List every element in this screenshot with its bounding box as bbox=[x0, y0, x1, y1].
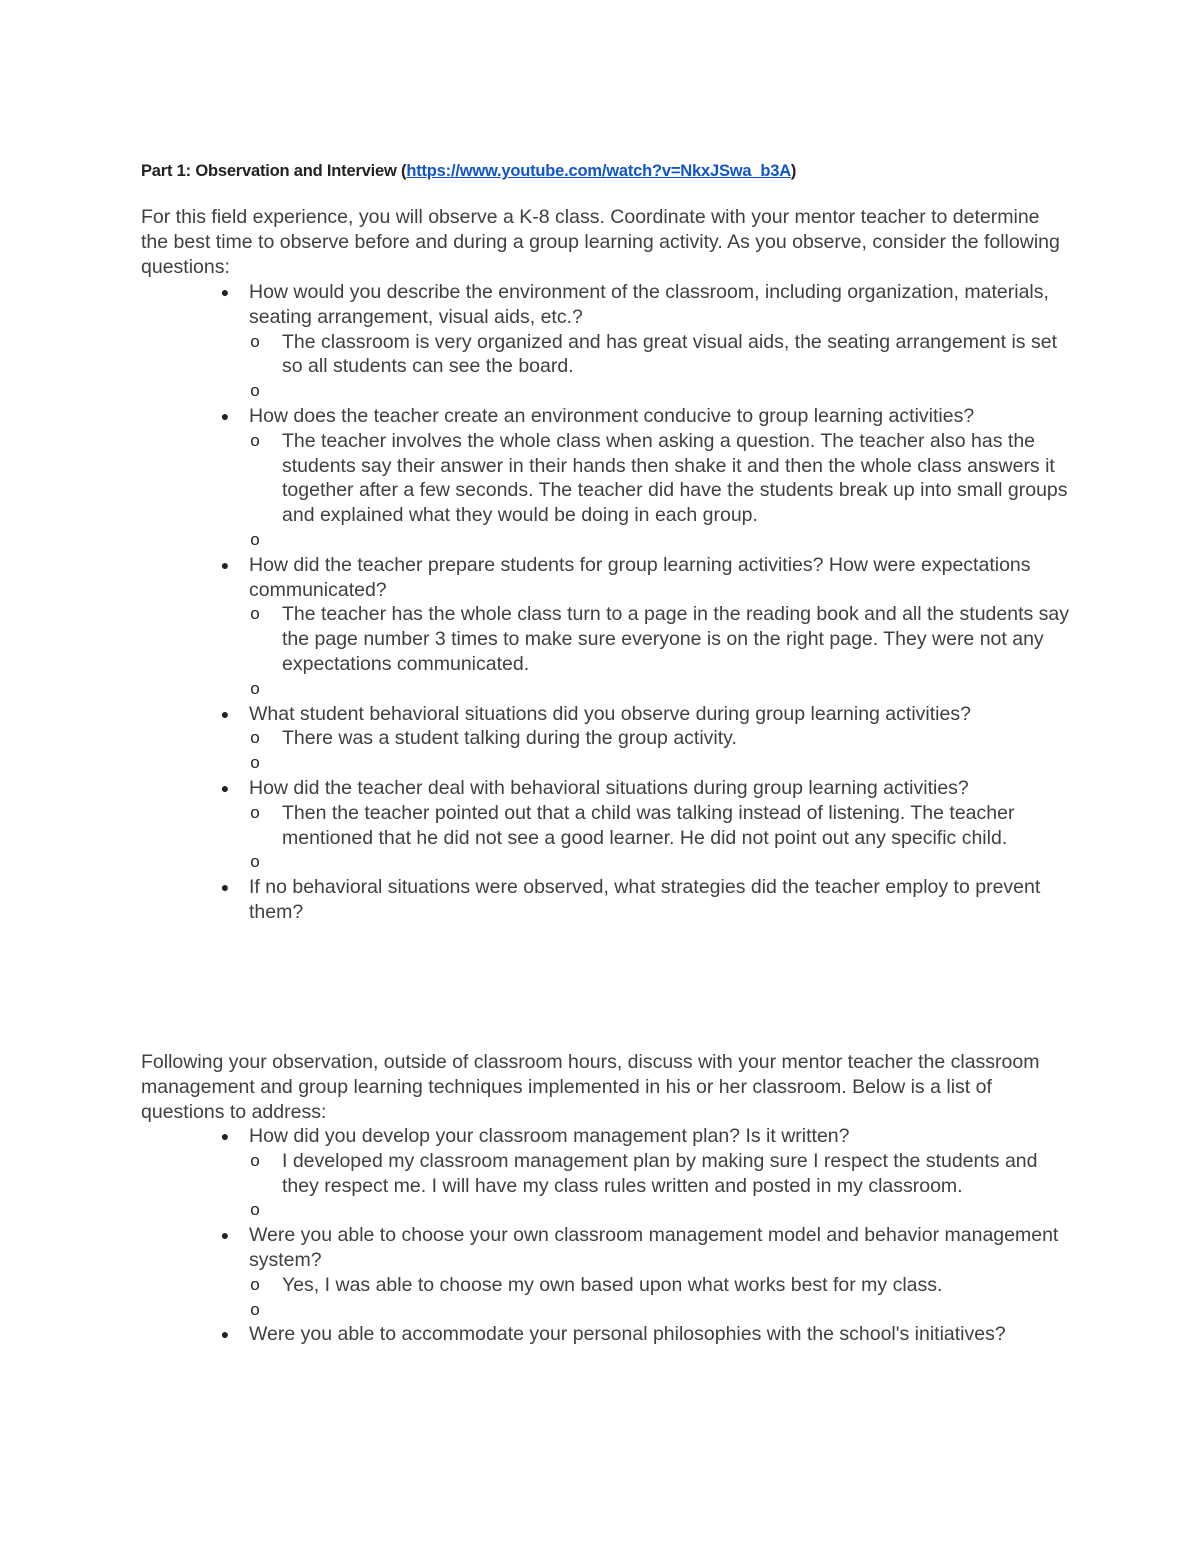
sub-bullet-icon: o bbox=[250, 802, 260, 822]
answer-text: Yes, I was able to choose my own based upon what works best for my class. bbox=[282, 1273, 943, 1296]
answer-item bbox=[141, 330, 1071, 380]
sub-bullet-icon: o bbox=[250, 753, 260, 773]
question-text: Were you able to accommodate your personal philosophies with the school's initiatives? bbox=[249, 1323, 1006, 1346]
bullet-icon: ● bbox=[220, 779, 230, 796]
list-item bbox=[141, 280, 1071, 330]
answer-text: The teacher involves the whole class when asking a question. The teacher also has the students say their answer in their hands then shake it and then the whole class answers it together after a few seconds. The teacher did have the students break up into small groups and explained what they would be doing in each group. bbox=[282, 429, 1068, 527]
empty-answer-item bbox=[141, 850, 1071, 875]
question-text: How did the teacher deal with behavioral situations during group learning activities? bbox=[249, 776, 969, 799]
answer-text: Then the teacher pointed out that a child was talking instead of listening. The teacher mentioned that he did not see a good learner. He did not point out any specific child. bbox=[282, 801, 1015, 849]
followup-paragraph: Following your observation, outside of classroom hours, discuss with your mentor teacher the classroom management and group learning techniques implemented in his or her classroom. Below is a list of questions to address: bbox=[141, 1051, 1040, 1123]
youtube-link[interactable]: https://www.youtube.com/watch?v=NkxJSwa_b3A bbox=[406, 162, 791, 180]
list-item bbox=[141, 553, 1071, 603]
sub-bullet-icon: o bbox=[250, 529, 260, 549]
list-item bbox=[141, 702, 1071, 727]
answer-item bbox=[141, 801, 1071, 851]
answer-item bbox=[141, 1149, 1071, 1199]
answer-item bbox=[141, 726, 1071, 751]
bullet-icon: ● bbox=[220, 556, 230, 573]
answer-item bbox=[141, 429, 1071, 528]
answer-text: The teacher has the whole class turn to a page in the reading book and all the students say the page number 3 times to make sure everyone is on the right page. They were not any expectations communicated. bbox=[282, 603, 1070, 675]
empty-answer-item bbox=[141, 1298, 1071, 1323]
empty-answer-item bbox=[141, 677, 1071, 702]
sub-bullet-icon: o bbox=[250, 678, 260, 698]
sub-bullet-icon: o bbox=[250, 604, 260, 624]
answer-text: The classroom is very organized and has great visual aids, the seating arrangement is set so all students can see the board. bbox=[282, 330, 1057, 378]
question-text: How does the teacher create an environment conducive to group learning activities? bbox=[249, 404, 975, 427]
bullet-icon: ● bbox=[220, 284, 230, 300]
question-text: What student behavioral situations did you observe during group learning activities? bbox=[249, 702, 971, 725]
observation-question-list bbox=[141, 280, 1071, 925]
interview-question-list bbox=[141, 1124, 1071, 1347]
bullet-icon: ● bbox=[220, 705, 230, 722]
empty-answer-item bbox=[141, 1198, 1071, 1223]
heading-label: Part 1: Observation and Interview ( bbox=[141, 162, 407, 180]
sub-bullet-icon: o bbox=[250, 852, 260, 872]
question-text: How would you describe the environment of the classroom, including organization, materials, seating arrangement, visual aids, etc.? bbox=[249, 281, 1049, 328]
sub-bullet-icon: o bbox=[250, 1150, 260, 1170]
section-heading bbox=[141, 162, 796, 181]
question-text: If no behavioral situations were observed, what strategies did the teacher employ to prevent them? bbox=[249, 876, 1041, 923]
question-text: How did the teacher prepare students for group learning activities? How were expectations communicated? bbox=[249, 553, 1031, 601]
list-item bbox=[141, 1124, 1071, 1149]
question-text: Were you able to choose your own classroom management model and behavior management system? bbox=[249, 1224, 1059, 1271]
answer-text: There was a student talking during the group activity. bbox=[282, 727, 737, 750]
sub-bullet-icon: o bbox=[250, 331, 260, 351]
list-item bbox=[141, 404, 1071, 429]
sub-bullet-icon: o bbox=[250, 728, 260, 748]
intro-paragraph: For this field experience, you will observe a K-8 class. Coordinate with your mentor teacher to determine the best time to observe before and during a group learning activity. As you observe, consider the following questions: bbox=[141, 206, 1060, 278]
answer-item bbox=[141, 602, 1071, 676]
bullet-icon: ● bbox=[220, 1326, 230, 1343]
heading-close: ) bbox=[790, 162, 797, 180]
list-item bbox=[141, 1223, 1071, 1273]
bullet-icon: ● bbox=[220, 879, 230, 896]
bullet-icon: ● bbox=[220, 1227, 230, 1244]
sub-bullet-icon: o bbox=[250, 1200, 260, 1220]
bullet-icon: ● bbox=[220, 407, 230, 424]
sub-bullet-icon: o bbox=[250, 1274, 260, 1294]
sub-bullet-icon: o bbox=[250, 430, 260, 450]
list-item bbox=[141, 875, 1071, 925]
list-item bbox=[141, 776, 1071, 801]
list-item bbox=[141, 1322, 1071, 1347]
answer-text: I developed my classroom management plan by making sure I respect the students and they respect me. I will have my class rules written and posted in my classroom. bbox=[282, 1149, 1038, 1197]
sub-bullet-icon: o bbox=[250, 1299, 260, 1319]
bullet-icon: ● bbox=[220, 1128, 230, 1144]
answer-item bbox=[141, 1273, 1071, 1298]
question-text: How did you develop your classroom management plan? Is it written? bbox=[249, 1125, 850, 1147]
empty-answer-item bbox=[141, 751, 1071, 776]
sub-bullet-icon: o bbox=[250, 381, 260, 401]
empty-answer-item bbox=[141, 528, 1071, 553]
empty-answer-item bbox=[141, 379, 1071, 404]
